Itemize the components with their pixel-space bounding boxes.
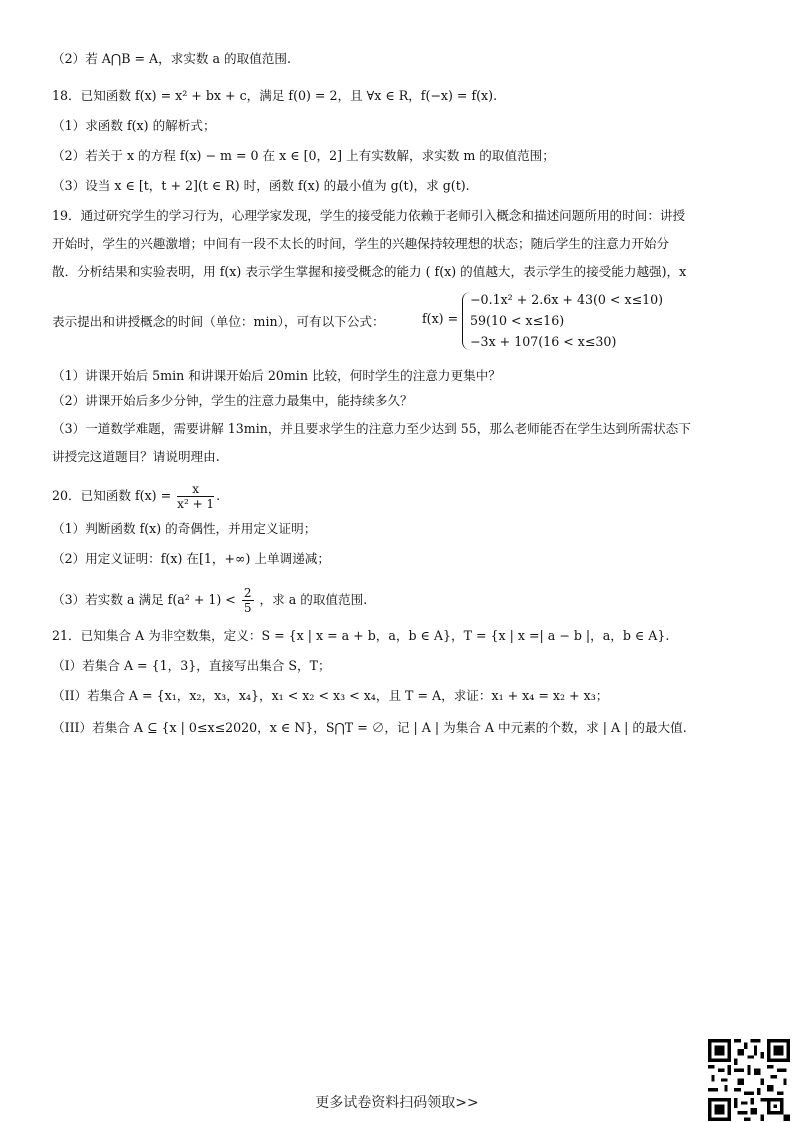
q21-part2: （II）若集合 A = {x₁，x₂，x₃，x₄}，x₁ < x₂ < x₃ < x₄，且 T = A，求证：x₁ + x₄ = x₂ + x₃； bbox=[52, 688, 609, 703]
piecewise-case-2: 59(10 < x≤16) bbox=[470, 313, 565, 328]
q19-part2: （2）讲课开始后多少分钟，学生的注意力最集中，能持续多久？ bbox=[52, 393, 413, 408]
q17-part2: （2）若 A⋂B = A，求实数 a 的取值范围. bbox=[52, 51, 291, 66]
q20-part3-fraction bbox=[242, 586, 254, 615]
q19-stem-line3: 散．分析结果和实验表明，用 f(x) 表示学生掌握和接受概念的能力 ( f(x) 的值越大，表示学生的接受能力越强)，x bbox=[52, 264, 687, 279]
q21-part3: （III）若集合 A ⊆ {x | 0≤x≤2020，x ∈ N}，S⋂T = ∅，记 | A | 为集合 A 中元素的个数，求 | A | 的最大值. bbox=[52, 720, 687, 735]
q20-part3-lead: （3）若实数 a 满足 f(a² + 1) < bbox=[52, 592, 236, 607]
q20-part3-tail: ，求 a 的取值范围. bbox=[259, 592, 368, 607]
q19-part3-line1: （3）一道数学难题，需要讲解 13min，并且要求学生的注意力至少达到 55，那么老师能否在学生达到所需状态下 bbox=[52, 421, 691, 436]
q20-part3-numerator: 2 bbox=[243, 586, 252, 600]
q19-part1: （1）讲课开始后 5min 和讲课开始后 20min 比较，何时学生的注意力更集中？ bbox=[52, 368, 501, 383]
footer-scan-prompt[interactable]: 更多试卷资料扫码领取>> bbox=[315, 1095, 479, 1111]
q20-fraction-numerator: x bbox=[177, 482, 214, 497]
q19-stem-line1: 19．通过研究学生的学习行为，心理学家发现，学生的接受能力依赖于老师引入概念和描述问题所用的时间：讲授 bbox=[52, 208, 686, 223]
q20-part3-denominator: 5 bbox=[243, 601, 252, 615]
q19-part3-line2: 讲授完这道题目？请说明理由. bbox=[52, 449, 220, 464]
q21-stem: 21．已知集合 A 为非空数集，定义：S = {x | x = a + b，a，b ∈ A}，T = {x | x =| a − b |，a，b ∈ A}. bbox=[52, 628, 670, 643]
q20-stem-text: 20．已知函数 f(x) = bbox=[52, 488, 172, 503]
q20-fraction bbox=[177, 482, 214, 511]
q20-part2: （2）用定义证明：f(x) 在[1，+∞) 上单调递减； bbox=[52, 551, 330, 566]
q19-piecewise-block bbox=[52, 290, 752, 354]
q18-part2: （2）若关于 x 的方程 f(x) − m = 0 在 x ∈ [0，2] 上有实数解，求实数 m 的取值范围； bbox=[52, 148, 555, 163]
q20-part1: （1）判断函数 f(x) 的奇偶性，并用定义证明； bbox=[52, 521, 317, 536]
q20-fraction-denominator: x² + 1 bbox=[177, 497, 215, 511]
q18-part3: （3）设当 x ∈ [t，t + 2](t ∈ R) 时，函数 f(x) 的最小值为 g(t)，求 g(t). bbox=[52, 178, 470, 193]
piecewise-function-label: f(x) = bbox=[422, 311, 459, 326]
piecewise-case-3: −3x + 107(16 < x≤30) bbox=[470, 334, 617, 349]
q19-stem-line2: 开始时，学生的兴趣激增；中间有一段不太长的时间，学生的兴趣保持较理想的状态；随后学生的注意力开始分 bbox=[52, 236, 670, 251]
q19-stem-line4: 表示提出和讲授概念的时间（单位：min），可有以下公式： bbox=[52, 314, 385, 329]
q18-part1: （1）求函数 f(x) 的解析式； bbox=[52, 118, 216, 133]
q21-part1: （I）若集合 A = {1，3}，直接写出集合 S，T； bbox=[52, 658, 331, 673]
q20-part3 bbox=[52, 586, 748, 615]
q18-stem: 18．已知函数 f(x) = x² + bx + c，满足 f(0) = 2，且 ∀x ∈ R，f(−x) = f(x). bbox=[52, 88, 498, 103]
piecewise-case-1: −0.1x² + 2.6x + 43(0 < x≤10) bbox=[470, 292, 664, 307]
q20-stem: 20．已知函数 f(x) = $\frac{x}{\text{x² + 1}}$ . bbox=[52, 482, 221, 511]
